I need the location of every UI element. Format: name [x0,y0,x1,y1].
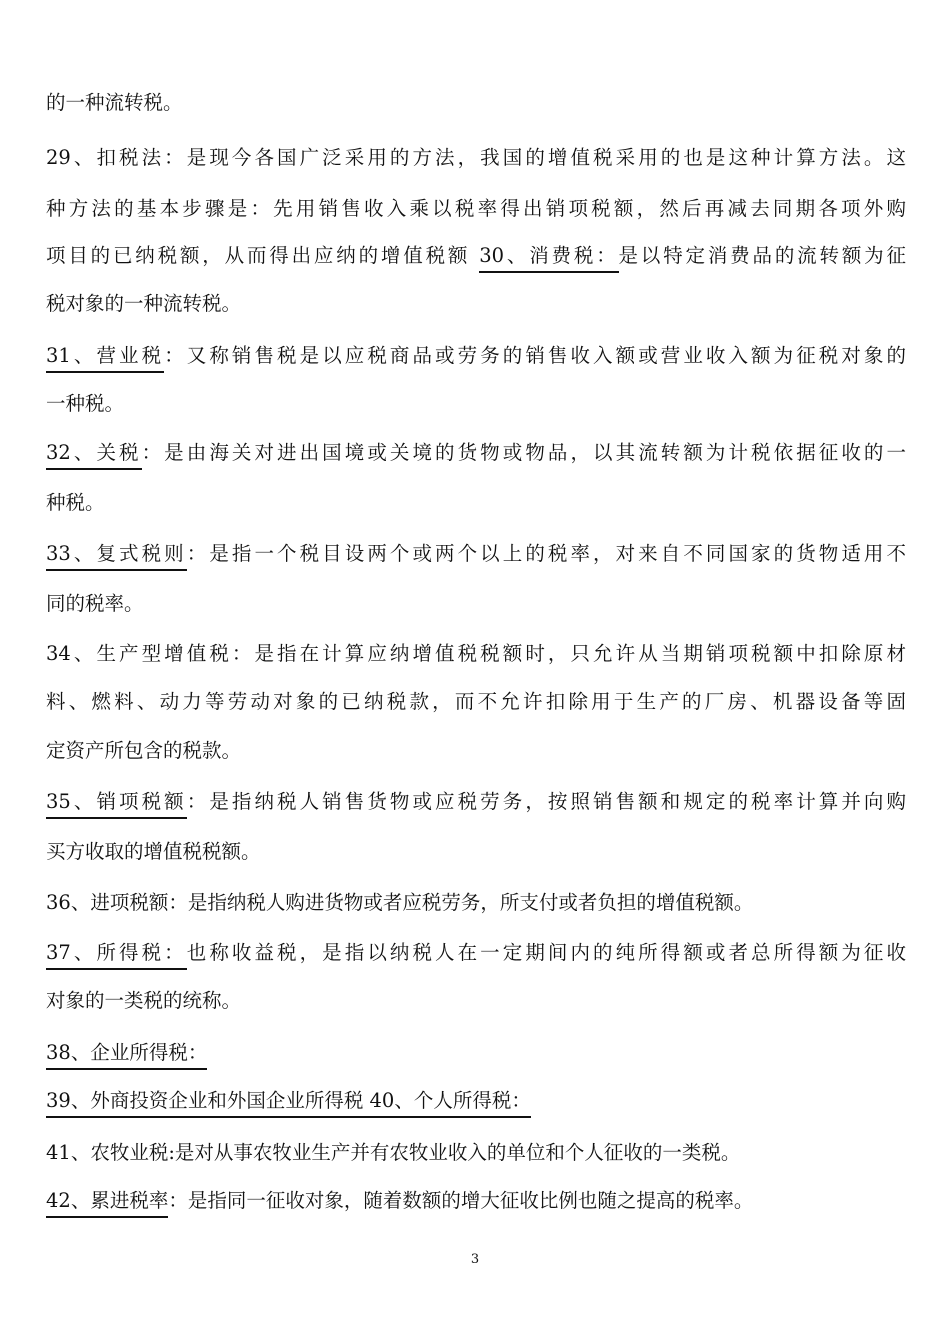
text-line [46,591,144,617]
page-number: 3 [470,1252,480,1267]
text-line [46,541,906,567]
text-segment: 也称收益税，是指以纳税人在一定期间内的纯所得额或者总所得额为征收 [186,941,906,964]
underlined-term: 35、销项税额 [46,790,187,819]
underlined-term: 30、消费税： [479,244,618,273]
text-line [46,1188,753,1214]
text-segment: 定资产所包含的税款。 [46,739,242,762]
text-segment: 41、农牧业税:是对从事农牧业生产并有农牧业收入的单位和个人征收的一类税。 [46,1141,741,1164]
text-segment: 项目的已纳税额，从而得出应纳的增值税额 [46,244,480,267]
text-line [46,490,105,516]
underlined-term: 37、所得税： [46,941,187,970]
underlined-term: 31、营业税 [46,344,164,373]
text-segment: 同的税率。 [46,592,144,615]
text-line [46,890,753,916]
text-segment: 对象的一类税的统称。 [46,989,242,1012]
text-line [46,689,906,715]
underlined-term: 42、累进税率 [46,1189,168,1218]
text-line [46,988,241,1014]
underlined-term: 39、外商投资企业和外国企业所得税 40、个人所得税： [46,1089,531,1118]
text-line [46,391,124,417]
text-line [46,738,241,764]
text-line [46,1140,740,1166]
text-segment: 一种税。 [46,392,125,415]
text-segment: 买方收取的增值税税额。 [46,840,261,863]
text-segment: 36、进项税额：是指纳税人购进货物或者应税劳务，所支付或者负担的增值税额。 [46,891,754,914]
text-line [46,641,906,667]
text-line [46,1088,531,1114]
underlined-term: 32、关税 [46,441,142,470]
text-segment: ：是指一个税目设两个或两个以上的税率，对来自不同国家的货物适用不 [186,542,906,565]
text-line [46,90,183,116]
text-line [46,196,906,222]
text-segment: ：又称销售税是以应税商品或劳务的销售收入额或营业收入额为征税对象的 [164,344,906,367]
text-segment: ：是指纳税人销售货物或应税劳务，按照销售额和规定的税率计算并向购 [186,790,906,813]
text-segment: 是以特定消费品的流转额为征 [618,244,906,267]
text-line [46,291,241,317]
text-segment: 料、燃料、动力等劳动对象的已纳税款，而不允许扣除用于生产的厂房、机器设备等固 [46,690,906,713]
text-line [46,243,906,269]
text-line [46,789,906,815]
text-segment: 的一种流转税。 [46,91,183,114]
underlined-term: 33、复式税则 [46,542,187,571]
text-segment: 种方法的基本步骤是：先用销售收入乘以税率得出销项税额，然后再减去同期各项外购 [46,197,906,220]
text-line [46,440,906,466]
text-segment: 34、生产型增值税：是指在计算应纳增值税税额时，只允许从当期销项税额中扣除原材 [46,642,906,665]
text-line [46,839,261,865]
text-line [46,343,906,369]
text-line [46,145,906,171]
underlined-term: 38、企业所得税： [46,1041,207,1070]
text-segment: 税对象的一种流转税。 [46,292,242,315]
text-segment: ：是由海关对进出国境或关境的货物或物品，以其流转额为计税依据征收的一 [141,441,906,464]
text-line [46,1040,207,1066]
text-line [46,940,906,966]
text-segment: 29、扣税法：是现今各国广泛采用的方法，我国的增值税采用的也是这种计算方法。这 [46,146,906,169]
text-segment: ：是指同一征收对象，随着数额的增大征收比例也随之提高的税率。 [168,1189,754,1212]
text-segment: 种税。 [46,491,105,514]
